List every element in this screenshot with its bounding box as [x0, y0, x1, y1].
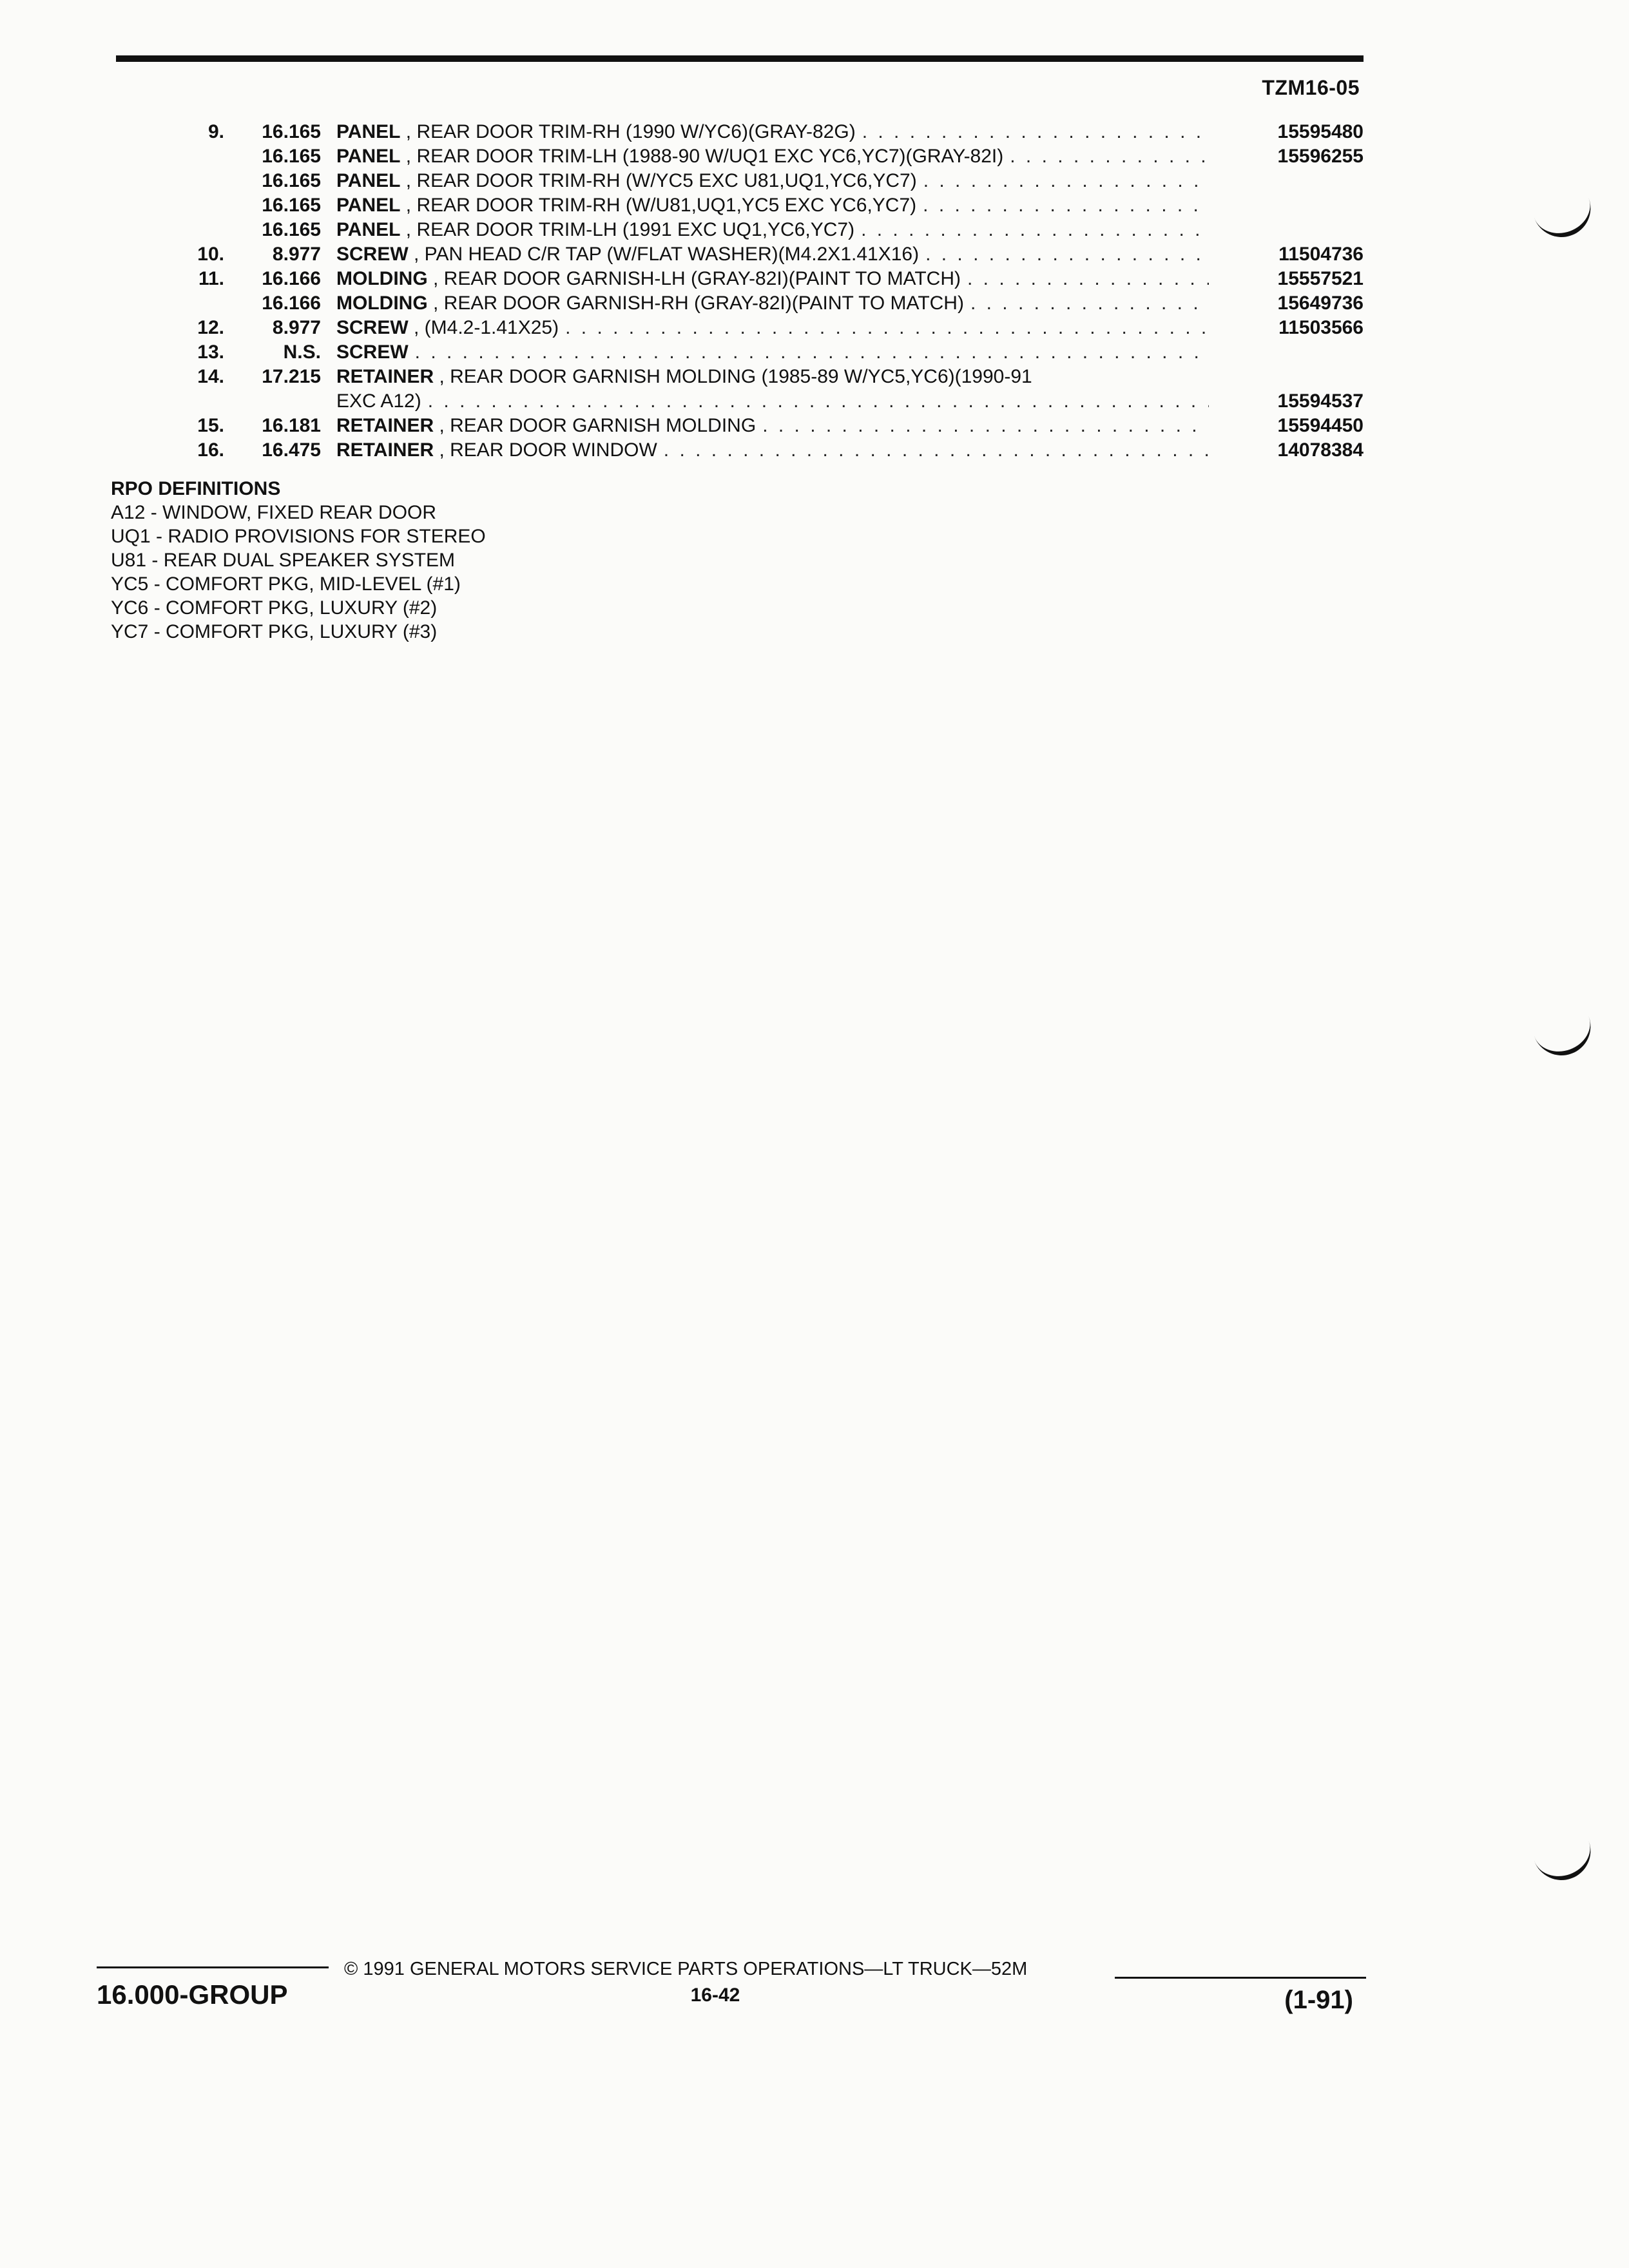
item-number: 15. [197, 415, 224, 436]
copyright-notice: © 1991 GENERAL MOTORS SERVICE PARTS OPERATIONS—LT TRUCK—52M [344, 1959, 1028, 1979]
leader-dots [925, 242, 1209, 267]
rpo-definitions [111, 477, 486, 644]
part-detail: , PAN HEAD C/R TAP (W/FLAT WASHER)(M4.2X1.41X16) [408, 244, 920, 265]
page-code: TZM16-05 [1262, 76, 1360, 99]
part-row [116, 340, 1364, 365]
part-row [116, 169, 1364, 193]
part-row [116, 120, 1364, 144]
part-number: 15595480 [1277, 121, 1364, 142]
part-description [336, 120, 1228, 144]
rpo-item: YC5 - COMFORT PKG, MID-LEVEL (#1) [111, 573, 461, 595]
binder-hole-mark [1532, 1834, 1599, 1888]
rpo-item: YC7 - COMFORT PKG, LUXURY (#3) [111, 621, 438, 642]
part-description [336, 291, 1228, 316]
page-number: 16-42 [690, 1984, 740, 2006]
part-detail: , (M4.2-1.41X25) [408, 317, 559, 338]
part-detail: , REAR DOOR GARNISH-RH (GRAY-82I)(PAINT TO MATCH) [427, 293, 964, 314]
group-number: 16.165 [262, 121, 321, 142]
rpo-title: RPO DEFINITIONS [111, 478, 281, 499]
part-description [336, 340, 1228, 365]
part-number: 11503566 [1278, 317, 1364, 338]
part-description [336, 242, 1228, 267]
part-detail: , REAR DOOR GARNISH MOLDING (1985-89 W/YC5,YC6)(1990-91 [434, 366, 1032, 387]
leader-dots [565, 316, 1209, 340]
part-number: 11504736 [1278, 244, 1364, 265]
part-detail: , REAR DOOR GARNISH MOLDING [434, 415, 757, 436]
group-number: 16.165 [262, 170, 321, 191]
part-description [336, 218, 1228, 242]
part-detail: EXC A12) [336, 390, 421, 412]
part-name: PANEL [336, 146, 401, 167]
item-number: 16. [197, 439, 224, 461]
part-row [116, 144, 1364, 169]
part-description [336, 144, 1228, 169]
group-number: 17.215 [262, 366, 321, 387]
group-number: 16.166 [262, 293, 321, 314]
part-description [336, 438, 1228, 463]
item-number: 9. [207, 121, 224, 142]
part-description [336, 316, 1228, 340]
part-name: PANEL [336, 121, 401, 142]
part-description [336, 389, 1228, 414]
group-number: 16.475 [262, 439, 321, 461]
part-description [336, 193, 1228, 218]
part-detail: , REAR DOOR TRIM-RH (1990 W/YC6)(GRAY-82G) [400, 121, 856, 142]
part-row [116, 218, 1364, 242]
leader-dots [415, 340, 1209, 365]
leader-dots [664, 438, 1209, 463]
part-detail: , REAR DOOR TRIM-LH (1988-90 W/UQ1 EXC YC6,YC7)(GRAY-82I) [400, 146, 1004, 167]
part-row [116, 438, 1364, 463]
part-number: 15594450 [1277, 415, 1364, 436]
part-name: RETAINER [336, 366, 434, 387]
group-number: 8.977 [272, 317, 321, 338]
part-detail: , REAR DOOR WINDOW [434, 439, 657, 461]
part-number: 15557521 [1277, 268, 1364, 289]
part-name: RETAINER [336, 415, 434, 436]
part-description [336, 365, 1228, 389]
leader-dots [967, 267, 1209, 291]
item-number: 10. [197, 244, 224, 265]
part-row [116, 316, 1364, 340]
leader-dots [1010, 144, 1209, 169]
item-number: 12. [197, 317, 224, 338]
rpo-item: A12 - WINDOW, FIXED REAR DOOR [111, 502, 437, 523]
leader-dots [970, 291, 1209, 316]
group-number: 16.181 [262, 415, 321, 436]
group-number: 16.165 [262, 146, 321, 167]
leader-dots [862, 120, 1209, 144]
parts-list [116, 120, 1364, 463]
part-number: 15596255 [1277, 146, 1364, 167]
leader-dots [861, 218, 1209, 242]
part-detail: , REAR DOOR TRIM-LH (1991 EXC UQ1,YC6,YC7) [400, 219, 855, 240]
part-number: 15594537 [1277, 390, 1364, 412]
part-row [116, 193, 1364, 218]
part-row [116, 242, 1364, 267]
group-number: N.S. [283, 341, 321, 363]
part-row [116, 365, 1364, 389]
part-name: SCREW [336, 244, 409, 265]
part-name: PANEL [336, 170, 401, 191]
part-description [336, 414, 1228, 438]
leader-dots [923, 193, 1209, 218]
leader-dots [428, 389, 1209, 414]
revision-date: (1-91) [1284, 1986, 1353, 2014]
part-detail: , REAR DOOR TRIM-RH (W/YC5 EXC U81,UQ1,YC6,YC7) [400, 170, 917, 191]
part-row [116, 267, 1364, 291]
group-number: 16.165 [262, 195, 321, 216]
part-description [336, 169, 1228, 193]
header-rule [116, 55, 1364, 62]
item-number: 14. [197, 366, 224, 387]
group-number: 8.977 [272, 244, 321, 265]
part-name: RETAINER [336, 439, 434, 461]
binder-hole-mark [1532, 191, 1599, 245]
leader-dots [923, 169, 1209, 193]
part-name: SCREW [336, 317, 409, 338]
rpo-item: U81 - REAR DUAL SPEAKER SYSTEM [111, 550, 456, 571]
part-row [116, 291, 1364, 316]
part-description [336, 267, 1228, 291]
part-number: 15649736 [1277, 293, 1364, 314]
part-detail: , REAR DOOR TRIM-RH (W/U81,UQ1,YC5 EXC YC6,YC7) [400, 195, 917, 216]
group-number: 16.166 [262, 268, 321, 289]
rpo-item: UQ1 - RADIO PROVISIONS FOR STEREO [111, 526, 486, 547]
part-name: SCREW [336, 341, 409, 363]
part-name: MOLDING [336, 268, 428, 289]
part-name: MOLDING [336, 293, 428, 314]
group-label: 16.000-GROUP [97, 1979, 288, 2010]
part-name: PANEL [336, 219, 401, 240]
footer-rule [97, 1966, 329, 1968]
group-number: 16.165 [262, 219, 321, 240]
part-name: PANEL [336, 195, 401, 216]
part-number: 14078384 [1277, 439, 1364, 461]
binder-hole-mark [1532, 1009, 1599, 1063]
part-row-continuation [116, 389, 1364, 414]
item-number: 13. [197, 341, 224, 363]
leader-dots [762, 414, 1209, 438]
item-number: 11. [198, 268, 224, 289]
footer-rule [1115, 1977, 1366, 1979]
part-row [116, 414, 1364, 438]
rpo-item: YC6 - COMFORT PKG, LUXURY (#2) [111, 597, 438, 619]
part-detail: , REAR DOOR GARNISH-LH (GRAY-82I)(PAINT TO MATCH) [427, 268, 961, 289]
